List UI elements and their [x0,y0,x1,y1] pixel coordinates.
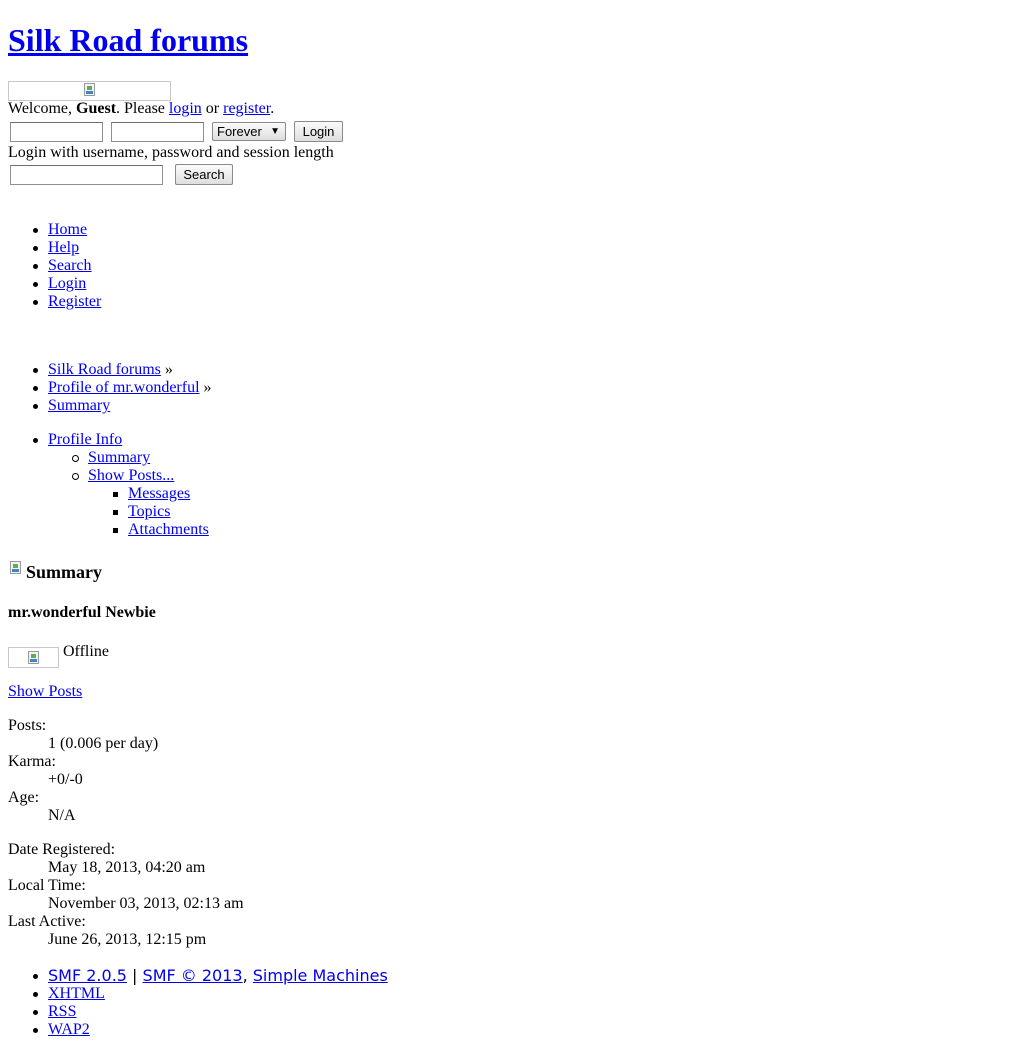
messages-link[interactable]: Messages [128,485,191,502]
smf-copyright-link[interactable]: SMF © 2013 [142,966,243,985]
session-length-select[interactable] [212,122,286,141]
profile-icon [10,561,21,574]
profile-submenu-item [88,467,174,485]
username-heading [8,604,156,622]
menu-link-home[interactable]: Home [48,221,88,238]
site-title [8,20,248,60]
detail-label: Posts: [8,717,47,734]
profile-dates [8,841,244,949]
welcome-line [8,100,274,118]
detail-value: 1 (0.006 per day) [48,735,159,752]
footer-item [48,1021,388,1039]
simple-machines-link[interactable]: Simple Machines [252,966,388,985]
dropdown-arrow-icon: ▼ [270,126,280,137]
breadcrumb-link-summary[interactable]: Summary [48,397,111,414]
please-text: . Please [116,100,169,117]
avatar [8,647,59,668]
footer-item [48,1003,388,1021]
profile-menu-section [48,431,122,449]
password-field[interactable] [111,122,204,142]
show-posts-submenu [128,485,209,539]
footer-pipe: | [126,966,143,985]
footer-copyright [48,967,388,985]
smf-version-link[interactable]: SMF 2.0.5 [48,966,127,985]
user-rank: Newbie [105,604,156,621]
menu-item-search [48,257,101,275]
wap2-link[interactable]: WAP2 [48,1021,90,1038]
date-value: May 18, 2013, 04:20 am [48,859,206,876]
detail-value: +0/-0 [48,771,83,788]
search-button[interactable]: Search [175,164,233,185]
main-menu [48,221,101,311]
date-label: Last Active: [8,913,86,930]
rss-link[interactable]: RSS [48,1003,77,1020]
search-input[interactable] [10,165,163,185]
breadcrumb-link-profile[interactable]: Profile of mr.wonderful [48,379,200,396]
period-text: . [270,100,275,117]
breadcrumb-separator: » [160,361,173,378]
xhtml-link[interactable]: XHTML [48,985,105,1002]
footer-comma: , [242,966,253,985]
session-length-value: Forever [217,124,262,139]
menu-item-login [48,275,101,293]
profile-menu [48,431,122,449]
breadcrumb-separator: » [199,379,212,396]
detail-label: Karma: [8,753,56,770]
breadcrumb-item [48,361,212,379]
show-posts-link[interactable]: Show Posts [8,683,83,700]
menu-link-help[interactable]: Help [48,239,80,256]
username: mr.wonderful [8,604,102,621]
attachments-link[interactable]: Attachments [128,521,209,538]
detail-value: N/A [48,807,76,824]
profile-submenu [88,449,174,485]
welcome-text: Welcome, [8,100,77,117]
menu-link-search[interactable]: Search [48,257,92,274]
show-posts-item [128,521,209,539]
guest-label: Guest [76,100,117,117]
date-label: Local Time: [8,877,86,894]
profile-submenu-item [88,449,174,467]
show-posts-menu-link[interactable]: Show Posts... [88,467,175,484]
summary-heading: Summary [26,562,102,582]
show-posts-item [128,503,209,521]
topics-link[interactable]: Topics [128,503,171,520]
menu-item-register [48,293,101,311]
breadcrumb-item [48,397,212,415]
date-value: November 03, 2013, 02:13 am [48,895,244,912]
login-hint: Login with username, password and session length [8,144,334,161]
online-status: Offline [63,643,109,660]
header-image [8,81,171,101]
detail-label: Age: [8,789,40,806]
login-link[interactable]: login [168,100,202,117]
login-button[interactable]: Login [294,121,343,142]
breadcrumb-item [48,379,212,397]
breadcrumb-link-forum[interactable]: Silk Road forums [48,361,161,378]
show-posts-item [128,485,209,503]
profile-details [8,717,158,825]
menu-item-home [48,221,101,239]
breadcrumb [48,361,212,415]
footer-item [48,985,388,1003]
menu-link-login[interactable]: Login [48,275,87,292]
profile-info-link[interactable]: Profile Info [48,431,123,448]
menu-link-register[interactable]: Register [48,293,102,310]
profile-summary-link[interactable]: Summary [88,449,151,466]
date-label: Date Registered: [8,841,116,858]
footer-links [48,967,388,1039]
register-link[interactable]: register [223,100,271,117]
username-field[interactable] [10,122,103,142]
site-title-link[interactable]: Silk Road forums [8,22,249,58]
broken-image-icon [28,651,39,664]
or-text: or [201,100,224,117]
broken-image-icon [84,83,95,96]
menu-item-help [48,239,101,257]
date-value: June 26, 2013, 12:15 pm [48,931,207,948]
